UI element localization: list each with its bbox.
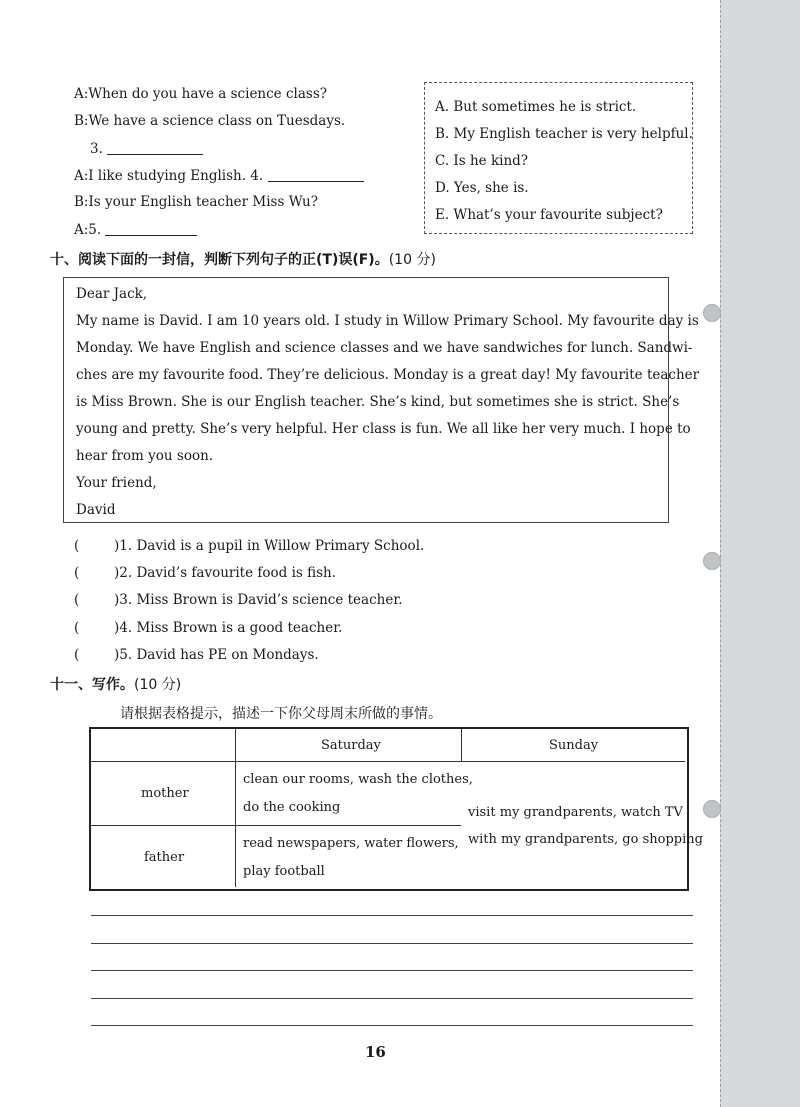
section-11-score: (10 分) — [134, 677, 182, 693]
dialogue-line-6 — [74, 221, 197, 238]
letter-greeting: Dear Jack, — [76, 286, 148, 302]
judgement-text: 4. Miss Brown is a good teacher. — [119, 620, 343, 636]
dialogue-line-2: B:We have a science class on Tuesdays. — [74, 113, 346, 129]
options-box — [424, 82, 693, 234]
answer-blank-5[interactable] — [105, 221, 197, 236]
option-c: C. Is he kind? — [435, 153, 529, 169]
section-10-title: 十、阅读下面的一封信，判断下列句子的正(T)误(F)。 — [50, 252, 389, 268]
sunday-line-1: visit my grandparents, watch TV — [468, 805, 683, 820]
letter-line: young and pretty. She’s very helpful. Her class is fun. We all like her very much. I hope to — [76, 421, 691, 437]
dialogue-line-4 — [74, 167, 364, 184]
option-b: B. My English teacher is very helpful. — [435, 126, 693, 142]
answer-bracket[interactable]: ( — [74, 647, 80, 663]
side-margin-strip — [720, 0, 800, 1107]
letter-line: Monday. We have English and science classes and we have sandwiches for lunch. Sandwi- — [76, 340, 693, 356]
option-a: A. But sometimes he is strict. — [435, 99, 637, 115]
table-divider — [91, 761, 685, 762]
judgement-text: 1. David is a pupil in Willow Primary School. — [119, 538, 425, 554]
judgement-item: ( )2. David’s favourite food is fish. — [74, 565, 337, 581]
father-saturday-line-1: read newspapers, water flowers, — [243, 836, 459, 851]
answer-bracket[interactable]: ( — [74, 592, 80, 608]
answer-blank-4[interactable] — [268, 167, 364, 182]
writing-instruction: 请根据表格提示，描述一下你父母周末所做的事情。 — [120, 706, 442, 722]
letter-signature: David — [76, 502, 116, 518]
writing-table — [89, 727, 703, 891]
father-saturday-line-2: play football — [243, 864, 325, 879]
section-10-heading — [50, 249, 436, 269]
section-11-title: 十一、写作。 — [50, 677, 134, 693]
judgement-item: ( )3. Miss Brown is David’s science teacher. — [74, 592, 403, 608]
section-10-score: (10 分) — [388, 252, 436, 268]
letter-line: is Miss Brown. She is our English teacher. She’s kind, but sometimes she is strict. She’s — [76, 394, 680, 410]
answer-blank-3[interactable] — [107, 140, 203, 155]
judgement-text: 5. David has PE on Mondays. — [119, 647, 319, 663]
blank-number: 3. — [90, 141, 103, 157]
row-label-mother: mother — [141, 786, 189, 801]
option-e: E. What’s your favourite subject? — [435, 207, 663, 223]
answer-bracket[interactable]: ( — [74, 565, 80, 581]
header-saturday: Saturday — [321, 738, 381, 753]
judgement-item: ( )4. Miss Brown is a good teacher. — [74, 620, 343, 636]
writing-line[interactable] — [91, 970, 693, 971]
margin-dot-icon — [703, 552, 721, 570]
letter-closing: Your friend, — [76, 475, 157, 491]
dialogue-blank-3 — [90, 140, 203, 157]
page-number: 16 — [365, 1043, 386, 1061]
letter-line: hear from you soon. — [76, 448, 214, 464]
option-d: D. Yes, she is. — [435, 180, 529, 196]
writing-line[interactable] — [91, 998, 693, 999]
table-divider — [91, 825, 461, 826]
dialogue-line-4-text: A:I like studying English. 4. — [74, 168, 264, 184]
section-11-heading — [50, 674, 181, 694]
mother-saturday-line-2: do the cooking — [243, 800, 341, 815]
table-divider — [461, 729, 462, 761]
judgement-text: 3. Miss Brown is David’s science teacher. — [119, 592, 403, 608]
margin-dot-icon — [703, 800, 721, 818]
judgement-text: 2. David’s favourite food is fish. — [119, 565, 337, 581]
judgement-item: ( )1. David is a pupil in Willow Primary School. — [74, 538, 425, 554]
answer-bracket[interactable]: ( — [74, 538, 80, 554]
writing-line[interactable] — [91, 915, 693, 916]
letter-box — [63, 277, 700, 523]
answer-bracket[interactable]: ( — [74, 620, 80, 636]
mother-saturday-line-1: clean our rooms, wash the clothes, — [243, 772, 473, 787]
sunday-line-2: with my grandparents, go shopping — [468, 832, 703, 847]
row-label-father: father — [144, 850, 185, 865]
margin-dot-icon — [703, 304, 721, 322]
judgement-item: ( )5. David has PE on Mondays. — [74, 647, 319, 663]
dialogue-line-1: A:When do you have a science class? — [74, 86, 327, 102]
table-divider — [235, 729, 236, 887]
dialogue-line-6-text: A:5. — [74, 222, 102, 238]
letter-line: ches are my favourite food. They’re delicious. Monday is a great day! My favourite teacher — [76, 367, 700, 383]
writing-line[interactable] — [91, 943, 693, 944]
header-sunday: Sunday — [549, 738, 599, 753]
dialogue-line-5: B:Is your English teacher Miss Wu? — [74, 194, 318, 210]
writing-line[interactable] — [91, 1025, 693, 1026]
letter-line: My name is David. I am 10 years old. I study in Willow Primary School. My favourite day is — [76, 313, 699, 329]
